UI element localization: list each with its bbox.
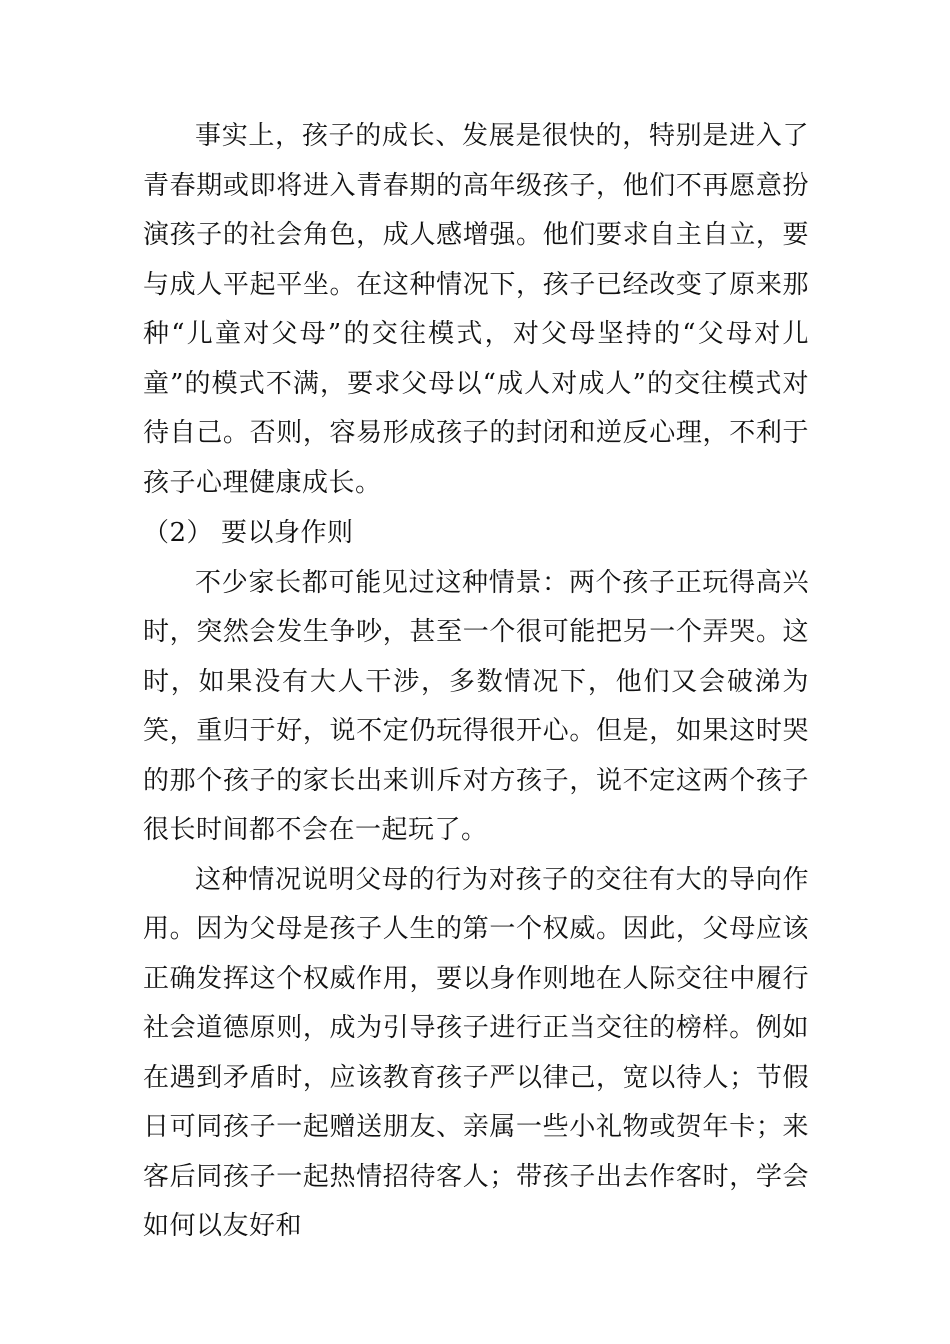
section-heading bbox=[143, 509, 809, 559]
paragraph-adolescent-growth: 事实上，孩子的成长、发展是很快的，特别是进入了青春期或即将进入青春期的高年级孩子，他们不再愿意扮演孩子的社会角色，成人感增强。他们要求自主自立，要与成人平起平坐。在这种情况下，孩子已经改变了原来那种“儿童对父母”的交往模式，对父母坚持的“父母对儿童”的模式不满，要求父母以“成人对成人”的交往模式对待自己。否则，容易形成孩子的封闭和逆反心理，不利于孩子心理健康成长。 bbox=[143, 121, 809, 498]
section-number: （2） bbox=[143, 518, 214, 548]
paragraph-children-quarrel: 不少家长都可能见过这种情景：两个孩子正玩得高兴时，突然会发生争吵，甚至一个很可能把另一个弄哭。这时，如果没有大人干涉，多数情况下，他们又会破涕为笑，重归于好，说不定仍玩得很开心。但是，如果这时哭的那个孩子的家长出来训斥对方孩子，说不定这两个孩子很长时间都不会在一起玩了。 bbox=[143, 567, 809, 845]
document-body bbox=[143, 112, 809, 1252]
paragraph-parent-example: 这种情况说明父母的行为对孩子的交往有大的导向作用。因为父母是孩子人生的第一个权威。因此，父母应该正确发挥这个权威作用，要以身作则地在人际交往中履行社会道德原则，成为引导孩子进行正当交往的榜样。例如在遇到矛盾时，应该教育孩子严以律己，宽以待人；节假日可同孩子一起赠送朋友、亲属一些小礼物或贺年卡；来客后同孩子一起热情招待客人；带孩子出去作客时，学会如何以友好和 bbox=[143, 864, 809, 1241]
section-title: 要以身作则 bbox=[221, 518, 354, 548]
